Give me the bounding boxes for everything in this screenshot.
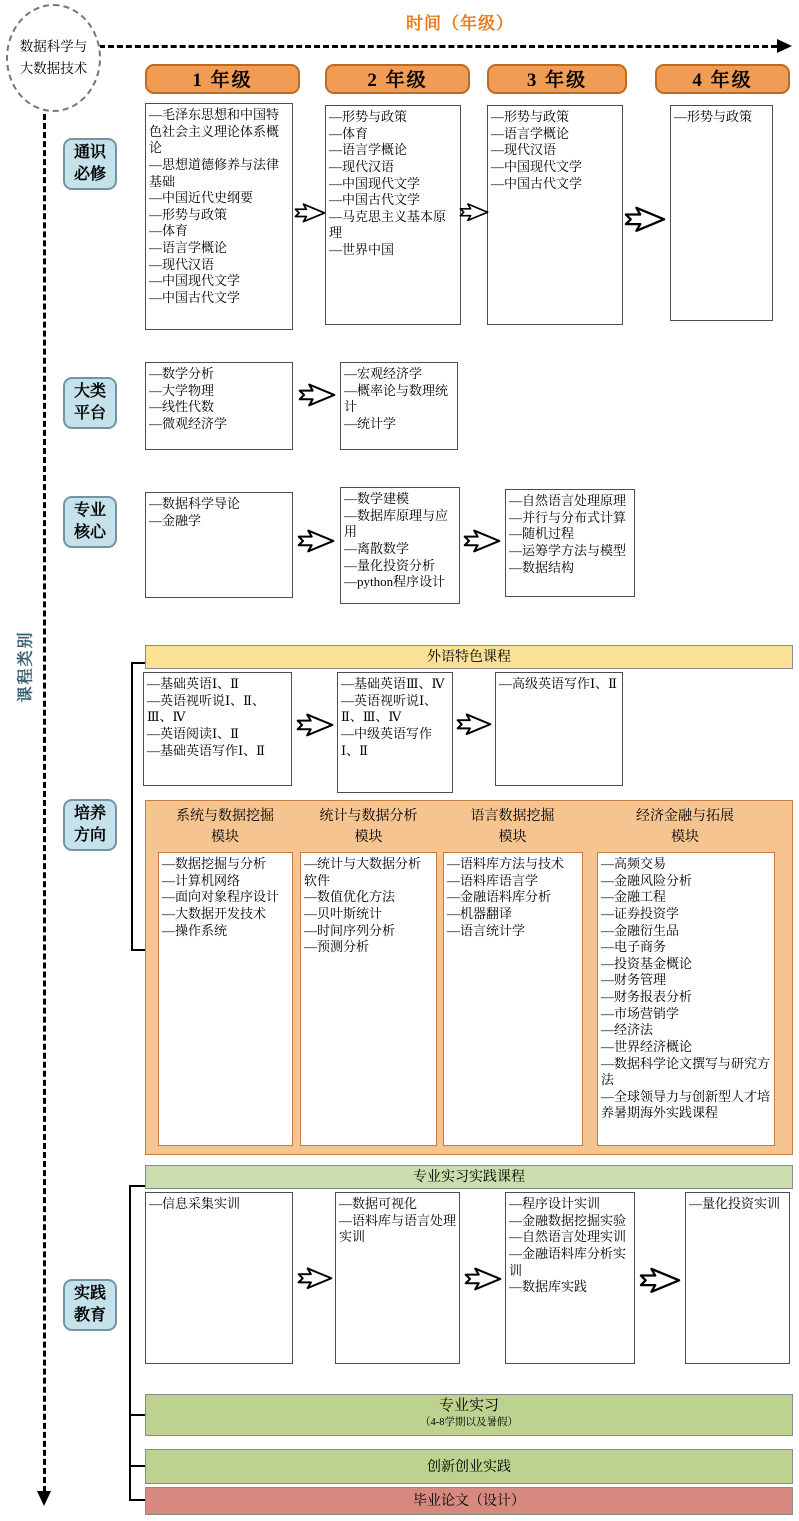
course-item: — 语言学概论 [149,240,289,257]
course-item: — 经济法 [601,1022,771,1039]
module-box-language-mining [443,852,583,1146]
time-axis-line [99,45,777,48]
language-courses-header: 外语特色课程 [145,645,793,669]
category-label-text: 方向 [73,827,106,844]
course-item: — 体育 [149,223,289,240]
course-item: — 中国古代文学 [149,290,289,307]
course-box-general-year1 [145,103,293,330]
course-box-core-year1 [145,492,293,598]
course-item: — 英语视听说Ⅰ、Ⅱ、Ⅲ、Ⅳ [147,693,288,726]
module-box-system-mining [158,852,293,1146]
course-item: — 中级英语写作Ⅰ、Ⅱ [341,726,449,759]
course-item: — 面向对象程序设计 [162,889,289,906]
flow-arrow-icon [294,202,326,224]
year-header-4: 4 年级 [655,64,790,94]
course-box-practice-year4 [685,1192,790,1364]
course-item: — 投资基金概论 [601,956,771,973]
course-item: — 金融风险分析 [601,873,771,890]
course-item: — 语言学概论 [329,142,457,159]
course-item: — 数据库原理与应用 [344,508,456,541]
course-item: — 英语阅读Ⅰ、Ⅱ [147,726,288,743]
course-item: — 世界经济概论 [601,1039,771,1056]
course-item: — 体育 [329,126,457,143]
category-axis-label: 课程类别 [17,630,35,703]
course-item: — 计算机网络 [162,873,289,890]
practice-courses-header: 专业实习实践课程 [145,1165,793,1189]
module-title-4 [592,806,778,848]
module-title-1 [150,806,300,848]
course-item: — 数据科学论文撰写与研究方法 [601,1056,771,1089]
flow-arrow-icon [296,712,334,738]
year-header-2: 2 年级 [325,64,470,94]
course-box-practice-year2 [335,1192,460,1364]
course-item: — 金融学 [149,513,289,530]
module-box-econ-finance [597,852,775,1146]
course-item: — 形势与政策 [149,207,289,224]
internship-bar-subtitle: （4-8学期以及暑假） [420,1416,518,1428]
course-item: — 概率论与数理统计 [344,383,454,416]
course-item: — 语料库与语言处理实训 [339,1213,456,1246]
course-item: — 基础英语写作Ⅰ、Ⅱ [147,743,288,760]
program-badge [6,4,101,112]
year-header-3: 3 年级 [487,64,627,94]
practice-bracket [129,1185,145,1501]
flow-arrow-icon [456,712,492,737]
course-item: — 现代汉语 [149,257,289,274]
course-item: — 金融数据挖掘实验 [509,1213,631,1230]
course-item: — 证券投资学 [601,906,771,923]
course-item: — 统计与大数据分析软件 [304,856,433,889]
course-item: — 数据可视化 [339,1196,456,1213]
course-item: — 中国现代文学 [149,273,289,290]
course-item: — 形势与政策 [491,109,619,126]
category-axis-line [43,114,46,1492]
time-axis-label: 时间（年级） [406,14,514,33]
course-box-core-year2 [340,487,460,604]
course-item: — 自然语言处理实训 [509,1229,631,1246]
course-item: — 语料库方法与技术 [447,856,579,873]
course-item: — 毛泽东思想和中国特色社会主义理论体系概论 [149,107,289,157]
category-label-text: 平台 [73,405,106,422]
category-label-text: 培养 [73,805,106,823]
course-item: — 金融工程 [601,889,771,906]
category-label-practice [63,1279,117,1331]
course-item: — 语言统计学 [447,923,579,940]
course-item: — 信息采集实训 [149,1196,289,1213]
course-item: — 量化投资实训 [689,1196,786,1213]
category-label-direction [63,799,117,851]
course-item: — 思想道德修养与法律基础 [149,157,289,190]
category-label-text: 专业 [73,502,106,520]
course-item: — 现代汉语 [329,159,457,176]
course-item: — 微观经济学 [149,416,289,433]
course-item: — 并行与分布式计算 [509,510,631,527]
course-item: — 数据挖掘与分析 [162,856,289,873]
course-item: — 财务管理 [601,972,771,989]
course-item: — 电子商务 [601,939,771,956]
course-item: — 英语视听说Ⅰ、Ⅱ、Ⅲ、Ⅳ [341,693,449,726]
module-title-text: 语言数据挖掘 [470,809,555,824]
module-title-text: 模块 [671,830,699,845]
course-item: — 宏观经济学 [344,366,454,383]
category-label-general [63,138,117,190]
course-item: — 形势与政策 [329,109,457,126]
flow-arrow-icon [624,205,666,234]
direction-bracket [131,662,145,951]
course-item: — 形势与政策 [674,109,769,126]
course-item: — 线性代数 [149,399,289,416]
course-item: — 离散数学 [344,541,456,558]
module-title-2 [296,806,441,848]
course-item: — 统计学 [344,416,454,433]
module-title-text: 经济金融与拓展 [636,809,734,824]
flow-arrow-icon [464,1266,502,1292]
thesis-bar: 毕业论文（设计） [145,1487,793,1515]
course-item: — 金融语料库分析 [447,889,579,906]
course-item: — 大数据开发技术 [162,906,289,923]
course-item: — 基础英语Ⅰ、Ⅱ [147,676,288,693]
course-item: — 中国古代文学 [491,176,619,193]
course-item: — 高频交易 [601,856,771,873]
course-box-practice-year1 [145,1192,293,1364]
course-box-core-year3 [505,489,635,597]
course-box-general-year4 [670,105,773,321]
category-label-text: 核心 [73,524,106,541]
year-header-1: 1 年级 [145,64,300,94]
course-item: — 中国古代文学 [329,192,457,209]
program-name-line2: 大数据技术 [19,61,88,76]
module-title-text: 模块 [354,830,383,845]
module-title-3 [440,806,585,848]
course-item: — 时间序列分析 [304,923,433,940]
category-label-text: 教育 [73,1307,106,1324]
module-title-text: 系统与数据挖掘 [176,809,274,824]
course-item: — 马克思主义基本原理 [329,209,457,242]
course-item: — 数据科学导论 [149,496,289,513]
internship-bar-title: 专业实习 [438,1398,499,1414]
time-axis-arrowhead-icon [777,39,792,53]
course-item: — 中国近代史纲要 [149,190,289,207]
course-item: — 语料库语言学 [447,873,579,890]
module-box-stats-analysis [300,852,437,1146]
flow-arrow-icon [459,202,489,222]
course-box-language-year2 [337,672,453,793]
course-item: — 金融语料库分析实训 [509,1246,631,1279]
course-item: — 预测分析 [304,939,433,956]
category-label-text: 大类 [73,383,106,401]
flow-arrow-icon [298,382,336,408]
course-item: — 语言学概论 [491,126,619,143]
course-box-platform-year2 [340,362,458,450]
course-item: — 机器翻译 [447,906,579,923]
module-title-text: 模块 [498,830,527,845]
course-box-general-year2 [325,105,461,325]
course-box-platform-year1 [145,362,293,450]
innovation-bar: 创新创业实践 [145,1449,793,1484]
course-box-general-year3 [487,105,623,325]
course-item: — 数据结构 [509,560,631,577]
course-item: — 大学物理 [149,383,289,400]
flow-arrow-icon [463,528,501,554]
course-item: — 贝叶斯统计 [304,906,433,923]
program-name-line1: 数据科学与 [19,39,88,55]
internship-bar [145,1394,793,1436]
course-item: — 量化投资分析 [344,558,456,575]
course-box-practice-year3 [505,1192,635,1364]
course-item: — 全球领导力与创新型人才培养暑期海外实践课程 [601,1089,771,1122]
course-item: — 金融衍生品 [601,923,771,940]
course-item: — 操作系统 [162,923,289,940]
practice-bracket-stub [129,1465,145,1467]
category-label-text: 实践 [73,1285,106,1303]
category-label-text: 通识 [73,144,106,162]
course-item: — 基础英语Ⅲ、Ⅳ [341,676,449,693]
course-item: — 随机过程 [509,526,631,543]
course-item: — 高级英语写作Ⅰ、Ⅱ [499,676,619,693]
course-item: — 自然语言处理原理 [509,493,631,510]
course-item: — 数学建模 [344,491,456,508]
module-title-text: 统计与数据分析 [319,809,418,824]
course-item: — 中国现代文学 [329,176,457,193]
category-label-text: 必修 [73,166,106,183]
course-item: — 现代汉语 [491,142,619,159]
category-label-platform [63,377,117,429]
module-title-text: 模块 [211,830,239,845]
flow-arrow-icon [297,528,335,554]
course-item: — 程序设计实训 [509,1196,631,1213]
practice-bracket-stub [129,1414,145,1416]
course-item: — 财务报表分析 [601,989,771,1006]
course-item: — 世界中国 [329,242,457,259]
category-label-core [63,496,117,548]
course-box-language-year3 [495,672,623,786]
flow-arrow-icon [297,1266,333,1291]
flow-arrow-icon [639,1266,681,1295]
course-item: — 数值优化方法 [304,889,433,906]
course-item: — 中国现代文学 [491,159,619,176]
course-item: — python程序设计 [344,574,456,591]
course-box-language-year1 [143,672,292,786]
course-item: — 数学分析 [149,366,289,383]
course-item: — 运筹学方法与模型 [509,543,631,560]
course-item: — 数据库实践 [509,1279,631,1296]
category-axis-arrowhead-icon [37,1491,51,1506]
course-item: — 市场营销学 [601,1006,771,1023]
